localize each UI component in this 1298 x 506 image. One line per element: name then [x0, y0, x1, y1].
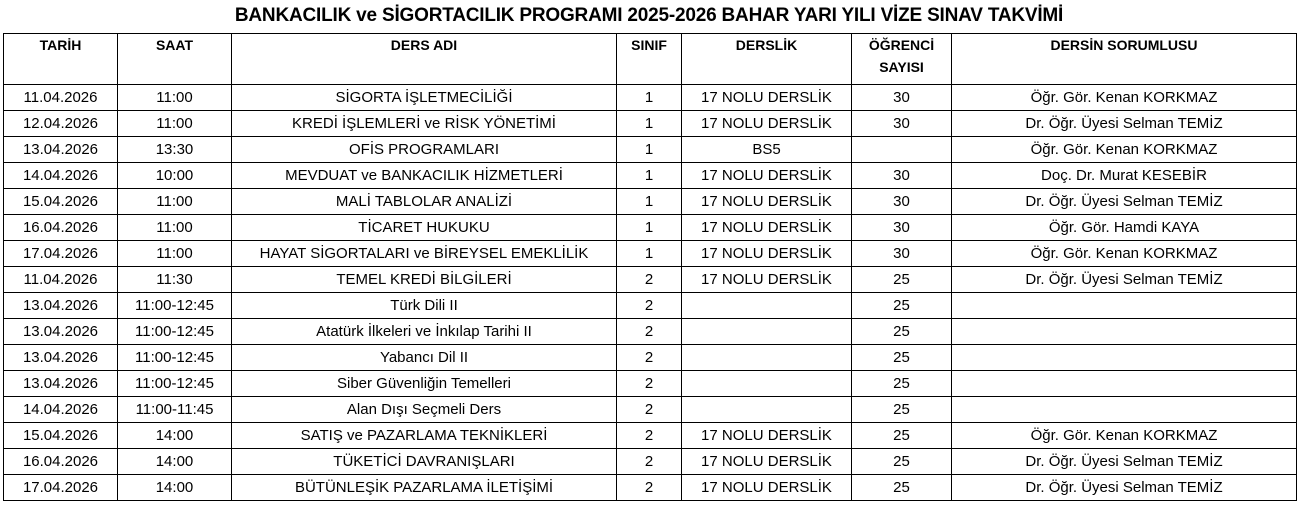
cell-ogrenci-sayisi[interactable]: 30 [852, 241, 952, 267]
cell-ders-adi[interactable]: TİCARET HUKUKU [232, 215, 617, 241]
cell-ders-adi[interactable]: Siber Güvenliğin Temelleri [232, 371, 617, 397]
cell-sorumlu[interactable]: Dr. Öğr. Üyesi Selman TEMİZ [952, 449, 1297, 475]
cell-sorumlu[interactable]: Dr. Öğr. Üyesi Selman TEMİZ [952, 111, 1297, 137]
cell-ders-adi[interactable]: OFİS PROGRAMLARI [232, 137, 617, 163]
column-header-saat[interactable]: SAAT [118, 34, 232, 85]
cell-sinif[interactable]: 2 [617, 345, 682, 371]
cell-sinif[interactable]: 1 [617, 189, 682, 215]
cell-derslik[interactable]: 17 NOLU DERSLİK [682, 423, 852, 449]
table-row [4, 137, 1297, 163]
cell-saat[interactable]: 11:00-12:45 [118, 319, 232, 345]
exam-schedule-table [3, 33, 1297, 501]
cell-sinif[interactable]: 2 [617, 475, 682, 501]
column-header-ogrenci-line2: SAYISI [879, 59, 924, 75]
cell-sinif[interactable]: 2 [617, 267, 682, 293]
table-row [4, 397, 1297, 423]
cell-tarih[interactable]: 12.04.2026 [4, 111, 118, 137]
column-header-tarih[interactable]: TARİH [4, 34, 118, 85]
cell-ogrenci-sayisi[interactable]: 25 [852, 397, 952, 423]
cell-derslik[interactable] [682, 397, 852, 423]
cell-sinif[interactable]: 2 [617, 371, 682, 397]
table-row [4, 241, 1297, 267]
header-row [4, 34, 1297, 85]
table-row [4, 319, 1297, 345]
cell-sinif[interactable]: 1 [617, 163, 682, 189]
cell-saat[interactable]: 11:00-11:45 [118, 397, 232, 423]
cell-sorumlu[interactable]: Öğr. Gör. Kenan KORKMAZ [952, 241, 1297, 267]
table-row [4, 111, 1297, 137]
table-header [4, 34, 1297, 85]
column-header-ogrenci-sayisi[interactable] [852, 34, 952, 85]
cell-ders-adi[interactable]: BÜTÜNLEŞİK PAZARLAMA İLETİŞİMİ [232, 475, 617, 501]
cell-ders-adi[interactable]: Yabancı Dil II [232, 345, 617, 371]
column-header-sorumlu[interactable]: DERSİN SORUMLUSU [952, 34, 1297, 85]
cell-ogrenci-sayisi[interactable]: 30 [852, 111, 952, 137]
cell-sorumlu[interactable] [952, 345, 1297, 371]
cell-ogrenci-sayisi[interactable]: 30 [852, 163, 952, 189]
cell-sinif[interactable]: 1 [617, 215, 682, 241]
table-row [4, 449, 1297, 475]
cell-saat[interactable]: 14:00 [118, 475, 232, 501]
cell-saat[interactable]: 11:30 [118, 267, 232, 293]
cell-derslik[interactable] [682, 319, 852, 345]
column-header-ogrenci-line1: ÖĞRENCİ [868, 37, 935, 53]
cell-tarih[interactable]: 17.04.2026 [4, 475, 118, 501]
cell-sinif[interactable]: 1 [617, 137, 682, 163]
cell-derslik[interactable]: 17 NOLU DERSLİK [682, 85, 852, 111]
cell-ders-adi[interactable]: HAYAT SİGORTALARI ve BİREYSEL EMEKLİLİK [232, 241, 617, 267]
cell-sorumlu[interactable]: Dr. Öğr. Üyesi Selman TEMİZ [952, 267, 1297, 293]
cell-ogrenci-sayisi[interactable]: 25 [852, 423, 952, 449]
cell-tarih[interactable]: 13.04.2026 [4, 345, 118, 371]
table-body [4, 85, 1297, 501]
cell-saat[interactable]: 13:30 [118, 137, 232, 163]
cell-derslik[interactable] [682, 345, 852, 371]
cell-tarih[interactable]: 13.04.2026 [4, 371, 118, 397]
cell-ogrenci-sayisi[interactable]: 25 [852, 371, 952, 397]
cell-ogrenci-sayisi[interactable]: 25 [852, 449, 952, 475]
cell-ders-adi[interactable]: TEMEL KREDİ BİLGİLERİ [232, 267, 617, 293]
cell-tarih[interactable]: 14.04.2026 [4, 163, 118, 189]
cell-saat[interactable]: 11:00-12:45 [118, 371, 232, 397]
cell-derslik[interactable]: 17 NOLU DERSLİK [682, 163, 852, 189]
cell-saat[interactable]: 11:00-12:45 [118, 293, 232, 319]
cell-sinif[interactable]: 2 [617, 423, 682, 449]
cell-tarih[interactable]: 13.04.2026 [4, 137, 118, 163]
cell-derslik[interactable]: 17 NOLU DERSLİK [682, 189, 852, 215]
table-row [4, 293, 1297, 319]
cell-sorumlu[interactable] [952, 293, 1297, 319]
cell-ogrenci-sayisi[interactable]: 25 [852, 293, 952, 319]
column-header-sinif[interactable]: SINIF [617, 34, 682, 85]
cell-sinif[interactable]: 2 [617, 449, 682, 475]
cell-sorumlu[interactable] [952, 371, 1297, 397]
cell-ders-adi[interactable]: MALİ TABLOLAR ANALİZİ [232, 189, 617, 215]
cell-saat[interactable]: 11:00 [118, 111, 232, 137]
cell-derslik[interactable]: 17 NOLU DERSLİK [682, 449, 852, 475]
cell-ogrenci-sayisi[interactable]: 30 [852, 215, 952, 241]
cell-sorumlu[interactable]: Öğr. Gör. Kenan KORKMAZ [952, 85, 1297, 111]
cell-ogrenci-sayisi[interactable]: 25 [852, 267, 952, 293]
cell-tarih[interactable]: 15.04.2026 [4, 423, 118, 449]
cell-ogrenci-sayisi[interactable]: 30 [852, 85, 952, 111]
cell-ders-adi[interactable]: SİGORTA İŞLETMECİLİĞİ [232, 85, 617, 111]
cell-ders-adi[interactable]: KREDİ İŞLEMLERİ ve RİSK YÖNETİMİ [232, 111, 617, 137]
cell-tarih[interactable]: 17.04.2026 [4, 241, 118, 267]
cell-sorumlu[interactable]: Dr. Öğr. Üyesi Selman TEMİZ [952, 189, 1297, 215]
cell-derslik[interactable]: 17 NOLU DERSLİK [682, 475, 852, 501]
cell-sorumlu[interactable]: Dr. Öğr. Üyesi Selman TEMİZ [952, 475, 1297, 501]
cell-ogrenci-sayisi[interactable]: 25 [852, 345, 952, 371]
cell-tarih[interactable]: 14.04.2026 [4, 397, 118, 423]
cell-ders-adi[interactable]: Alan Dışı Seçmeli Ders [232, 397, 617, 423]
cell-saat[interactable]: 11:00 [118, 189, 232, 215]
cell-sinif[interactable]: 1 [617, 241, 682, 267]
cell-sorumlu[interactable] [952, 397, 1297, 423]
table-row [4, 475, 1297, 501]
cell-saat[interactable]: 11:00 [118, 241, 232, 267]
cell-saat[interactable]: 14:00 [118, 423, 232, 449]
cell-derslik[interactable]: 17 NOLU DERSLİK [682, 111, 852, 137]
cell-saat[interactable]: 11:00-12:45 [118, 345, 232, 371]
page-title: BANKACILIK ve SİGORTACILIK PROGRAMI 2025-2026 BAHAR YARI YILI VİZE SINAV TAKVİMİ [234, 5, 1064, 26]
cell-sinif[interactable]: 2 [617, 397, 682, 423]
cell-saat[interactable]: 14:00 [118, 449, 232, 475]
cell-ders-adi[interactable]: SATIŞ ve PAZARLAMA TEKNİKLERİ [232, 423, 617, 449]
cell-ogrenci-sayisi[interactable] [852, 137, 952, 163]
cell-derslik[interactable]: 17 NOLU DERSLİK [682, 241, 852, 267]
cell-saat[interactable]: 11:00 [118, 85, 232, 111]
cell-sorumlu[interactable]: Öğr. Gör. Hamdi KAYA [952, 215, 1297, 241]
cell-tarih[interactable]: 13.04.2026 [4, 293, 118, 319]
cell-derslik[interactable] [682, 371, 852, 397]
cell-sinif[interactable]: 2 [617, 293, 682, 319]
table-row [4, 267, 1297, 293]
cell-sorumlu[interactable]: Öğr. Gör. Kenan KORKMAZ [952, 137, 1297, 163]
cell-derslik[interactable]: 17 NOLU DERSLİK [682, 215, 852, 241]
cell-sinif[interactable]: 1 [617, 85, 682, 111]
cell-saat[interactable]: 11:00 [118, 215, 232, 241]
cell-tarih[interactable]: 15.04.2026 [4, 189, 118, 215]
cell-tarih[interactable]: 16.04.2026 [4, 449, 118, 475]
cell-tarih[interactable]: 13.04.2026 [4, 319, 118, 345]
cell-derslik[interactable]: BS5 [682, 137, 852, 163]
cell-saat[interactable]: 10:00 [118, 163, 232, 189]
cell-tarih[interactable]: 16.04.2026 [4, 215, 118, 241]
cell-ders-adi[interactable]: TÜKETİCİ DAVRANIŞLARI [232, 449, 617, 475]
cell-sinif[interactable]: 1 [617, 111, 682, 137]
table-row [4, 189, 1297, 215]
cell-ders-adi[interactable]: Türk Dili II [232, 293, 617, 319]
cell-tarih[interactable]: 11.04.2026 [4, 267, 118, 293]
table-row [4, 423, 1297, 449]
table-row [4, 371, 1297, 397]
cell-sinif[interactable]: 2 [617, 319, 682, 345]
cell-ders-adi[interactable]: Atatürk İlkeleri ve İnkılap Tarihi II [232, 319, 617, 345]
cell-ders-adi[interactable]: MEVDUAT ve BANKACILIK HİZMETLERİ [232, 163, 617, 189]
cell-derslik[interactable]: 17 NOLU DERSLİK [682, 267, 852, 293]
table-row [4, 163, 1297, 189]
cell-sorumlu[interactable]: Doç. Dr. Murat KESEBİR [952, 163, 1297, 189]
column-header-ders-adi[interactable]: DERS ADI [232, 34, 617, 85]
table-row [4, 85, 1297, 111]
cell-sorumlu[interactable]: Öğr. Gör. Kenan KORKMAZ [952, 423, 1297, 449]
cell-sorumlu[interactable] [952, 319, 1297, 345]
cell-derslik[interactable] [682, 293, 852, 319]
column-header-derslik[interactable]: DERSLİK [682, 34, 852, 85]
table-row [4, 215, 1297, 241]
cell-tarih[interactable]: 11.04.2026 [4, 85, 118, 111]
cell-ogrenci-sayisi[interactable]: 25 [852, 475, 952, 501]
table-row [4, 345, 1297, 371]
cell-ogrenci-sayisi[interactable]: 30 [852, 189, 952, 215]
cell-ogrenci-sayisi[interactable]: 25 [852, 319, 952, 345]
